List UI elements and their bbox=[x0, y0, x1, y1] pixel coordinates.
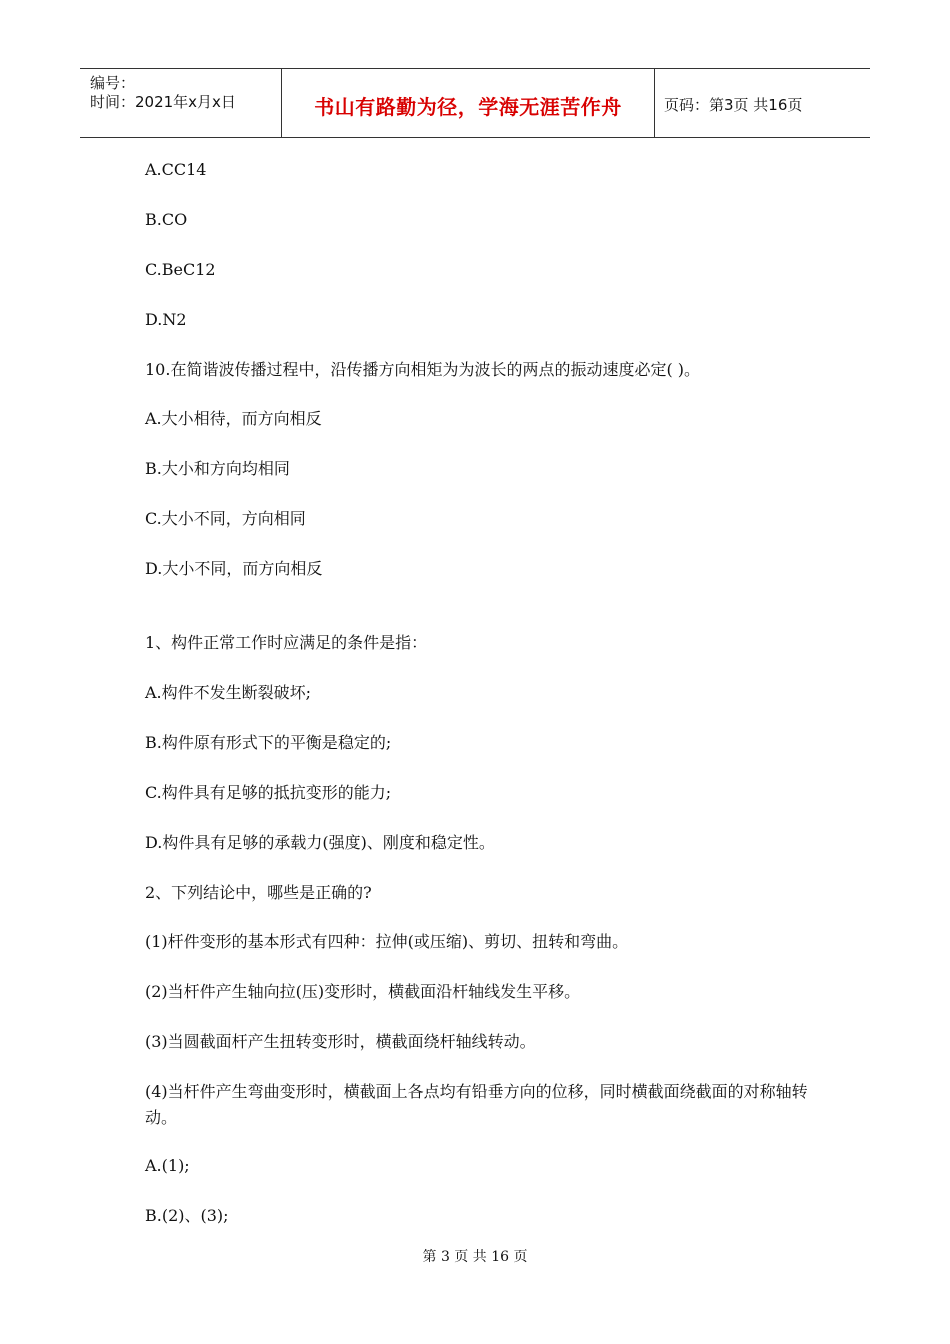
option-line: D.构件具有足够的承载力(强度)、刚度和稳定性。 bbox=[145, 833, 495, 852]
question-line: 10.在简谐波传播过程中，沿传播方向相矩为为波长的两点的振动速度必定( )。 bbox=[145, 360, 701, 379]
page-footer: 第 3 页 共 16 页 bbox=[422, 1249, 528, 1265]
question-line: 2、下列结论中，哪些是正确的? bbox=[145, 883, 372, 902]
option-line: D.N2 bbox=[145, 310, 187, 329]
option-line: B.大小和方向均相同 bbox=[145, 459, 290, 478]
header-page-number: 页码：第3页 共16页 bbox=[664, 96, 803, 114]
option-line: C.构件具有足够的抵抗变形的能力; bbox=[145, 783, 392, 802]
statement-line: (1)杆件变形的基本形式有四种：拉伸(或压缩)、剪切、扭转和弯曲。 bbox=[145, 932, 629, 951]
question-line: 1、构件正常工作时应满足的条件是指： bbox=[145, 633, 428, 652]
option-line: C.大小不同，方向相同 bbox=[145, 509, 306, 528]
option-line: C.BeC12 bbox=[145, 260, 216, 279]
option-line: A.大小相待，而方向相反 bbox=[145, 409, 322, 428]
header-motto-cell bbox=[281, 69, 655, 137]
option-line: D.大小不同，而方向相反 bbox=[145, 559, 323, 578]
option-line: A.CC14 bbox=[145, 160, 207, 179]
header-page-cell bbox=[654, 69, 870, 137]
page-header bbox=[80, 68, 870, 138]
option-line: B.(2)、(3); bbox=[145, 1206, 229, 1225]
option-line: B.构件原有形式下的平衡是稳定的; bbox=[145, 733, 392, 752]
statement-line: (2)当杆件产生轴向拉(压)变形时，横截面沿杆轴线发生平移。 bbox=[145, 982, 581, 1001]
option-line: B.CO bbox=[145, 210, 188, 229]
statement-line: (3)当圆截面杆产生扭转变形时，横截面绕杆轴线转动。 bbox=[145, 1032, 536, 1051]
option-line: A.构件不发生断裂破坏; bbox=[145, 683, 312, 702]
option-line: A.(1); bbox=[145, 1156, 190, 1175]
header-info-cell bbox=[80, 69, 280, 137]
document-date-label: 时间：2021年x月x日 bbox=[90, 93, 236, 111]
statement-line: (4)当杆件产生弯曲变形时，横截面上各点均有铅垂方向的位移，同时横截面绕截面的对称轴转动。 bbox=[145, 1082, 808, 1127]
document-number-label: 编号： bbox=[90, 74, 136, 92]
header-motto: 书山有路勤为径，学海无涯苦作舟 bbox=[314, 95, 622, 119]
